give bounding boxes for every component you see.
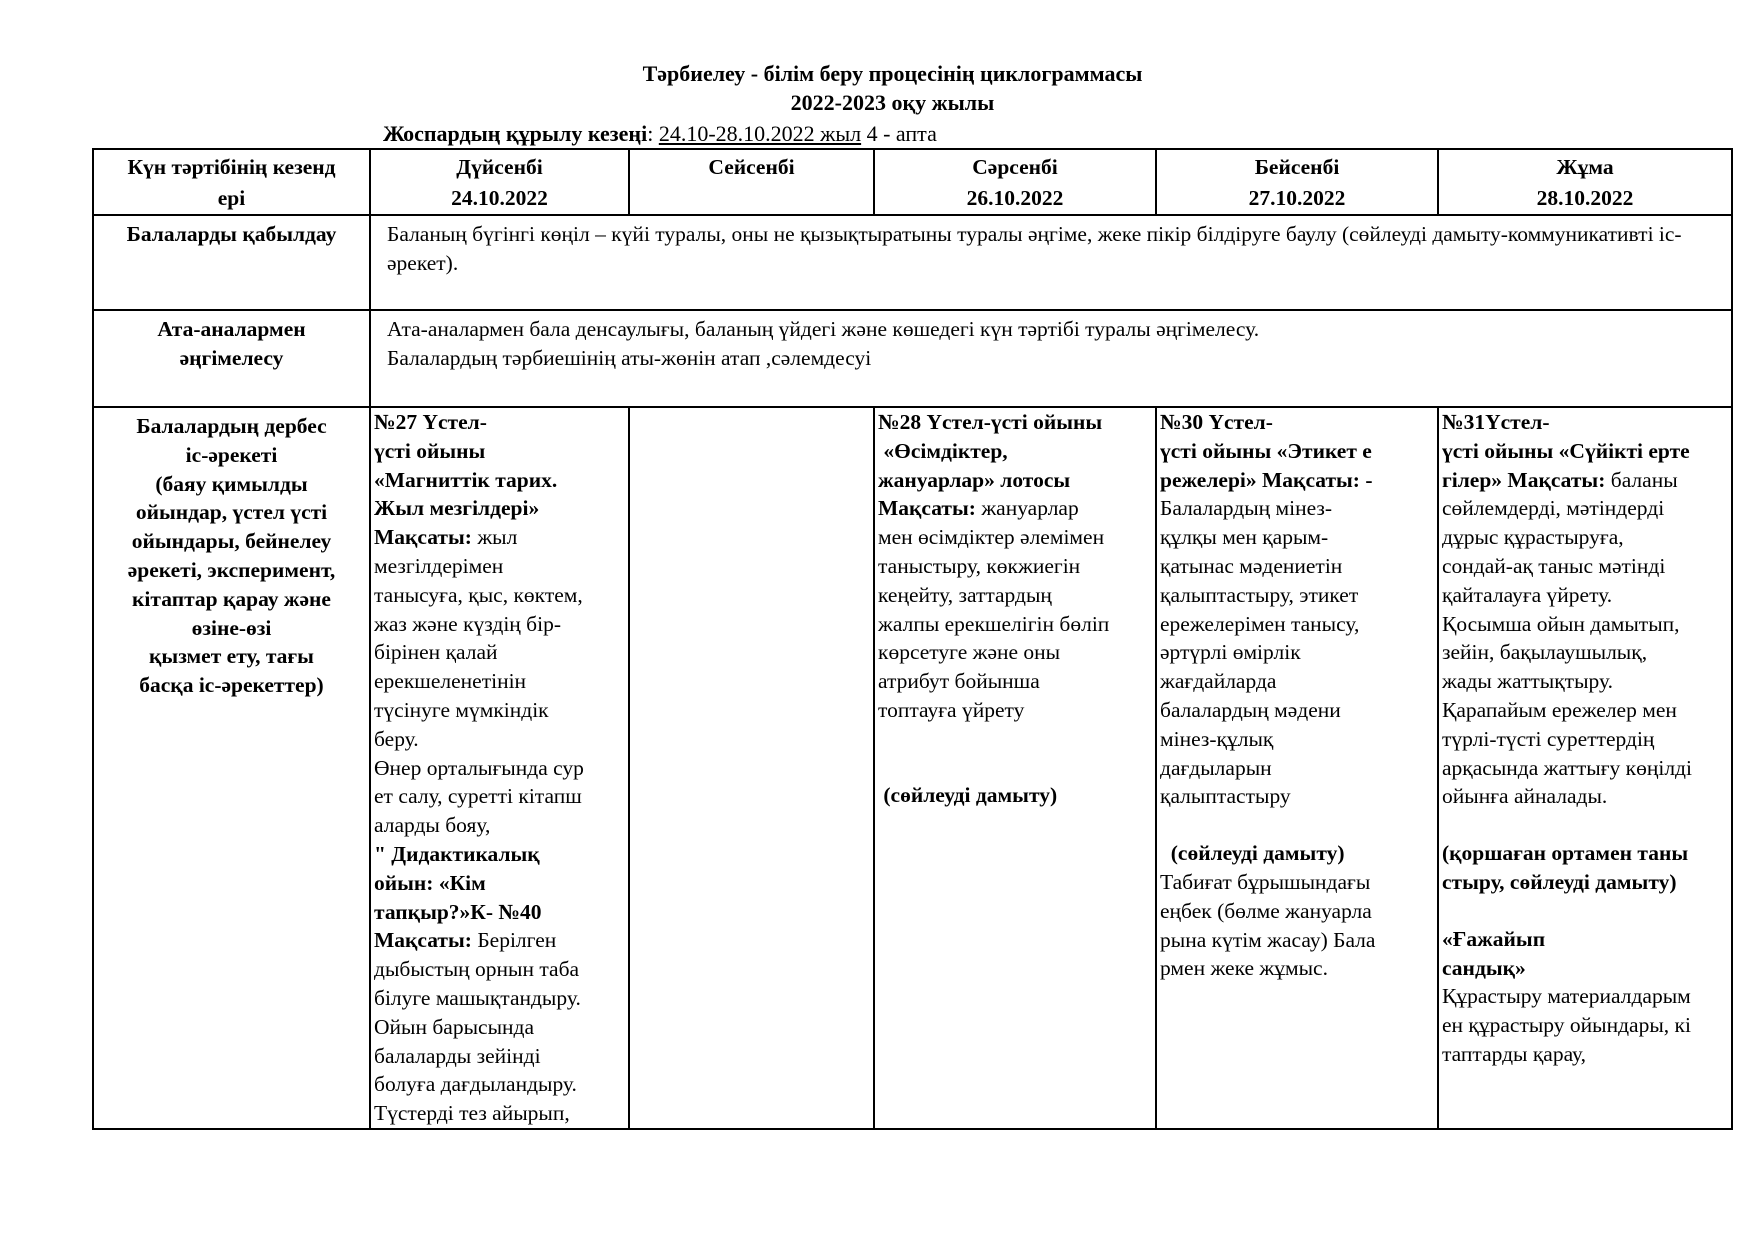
table-row-reception [93,215,1732,310]
text-line: жаз және күздің бір- [374,611,562,636]
text-line: танысуға, қыс, көктем, [374,582,583,607]
thursday-description [1160,494,1434,811]
title-line: жануарлар» лотосы [878,467,1071,492]
text-line: Табиғат бұрышындағы [1160,869,1371,894]
wednesday-goal: Мақсаты: жануарлар [878,496,1079,521]
period-week: 4 - апта [861,121,937,146]
monday-goal: Мақсаты: жыл [374,525,518,550]
title-line: үсті ойыны «Этикет е [1160,438,1372,463]
title-line: режелері» Мақсаты: - [1160,467,1373,492]
reception-text: Баланың бүгінгі көңіл – күйі туралы, оны не қызықтыратыны туралы әңгіме, жеке пікір білдіруге баулу (сөйлеуді дамыту-коммуникативті іс-әрекет). [370,215,1732,310]
activity-friday [1438,407,1732,1129]
text-line: қайталауға үйрету. [1442,582,1613,607]
text-line: түрлі-түсті суреттердің [1442,726,1655,751]
activity-thursday [1156,407,1438,1129]
title-line: үсті ойыны «Сүйікті ерте [1442,438,1690,463]
text-line: мен өсімдіктер әлемімен [878,525,1105,550]
stage-line: басқа іс-әрекеттер) [139,673,324,698]
title-line: «Өсімдіктер, [878,438,1008,463]
day-name: Сейсенбі [708,155,795,179]
text-line: жалпы ерекшелігін бөліп [878,611,1110,636]
text-line: Өнер орталығында сур [374,755,584,780]
text-line: жағдайларда [1160,669,1277,694]
text-line: қалыптастыру, этикет [1160,582,1359,607]
text-line: балалардың мәдени [1160,697,1341,722]
day-date: 27.10.2022 [1248,186,1346,210]
text-line: дыбыстың орнын таба [374,957,580,982]
text-line: еңбек (бөлме жануарла [1160,898,1372,923]
text-line: сондай-ақ таныс мәтінді [1442,553,1666,578]
day-name: Сәрсенбі [972,155,1058,179]
text-line: білуге машықтандыру. [374,985,581,1010]
friday-game-name [1442,925,1728,983]
text-line: рына күтім жасау) Бала [1160,927,1376,952]
friday-area [1442,839,1728,897]
monday-didactic-game [374,840,625,926]
title-line: ойын: «Кім [374,870,486,895]
day-name: Дүйсенбі [456,155,543,179]
area-line: стыру, сөйлеуді дамыту) [1442,869,1677,894]
title-line: сандық» [1442,955,1526,980]
title-line: гілер» Мақсаты: баланы [1442,467,1678,492]
text-line: балаларды зейінді [374,1043,541,1068]
text-line: таныстыру, көкжиегін [878,553,1081,578]
friday-description-2 [1442,982,1728,1068]
cyclogram-table [92,148,1733,1130]
stage-activity [93,407,370,1129]
text-line: зейін, бақылаушылық, [1442,640,1648,665]
wednesday-area: (сөйлеуді дамыту) [878,782,1058,807]
plan-period [383,120,937,148]
day-name: Жұма [1556,155,1614,179]
title-line: үсті ойыны [374,438,486,463]
activity-monday [370,407,629,1129]
text-line: атрибут бойынша [878,669,1040,694]
table-row-parents [93,310,1732,407]
text-line: арқасында жаттығу көңілді [1442,755,1692,780]
table-row-activity [93,407,1732,1129]
monday-description-2 [374,955,625,1128]
text-line: жады жаттықтыру. [1442,669,1613,694]
stage-line: кітаптар қарау және [132,586,331,611]
text-line: ен құрастыру ойындары, кі [1442,1013,1691,1038]
text-line: мінез-құлық [1160,726,1274,751]
text-line: бірінен қалай [374,640,498,665]
title-line: «Ғажайып [1442,926,1546,951]
stage-line: қызмет ету, тағы [149,644,314,669]
title-line: Жыл мезгілдері» [374,496,540,521]
friday-game-title [1442,408,1728,494]
text-line: ет салу, суретті кітапш [374,784,582,809]
title-line: №27 Үстел- [374,410,487,434]
stage-line: ойындары, бейнелеу [131,529,332,554]
text-line: Қосымша ойын дамытып, [1442,611,1680,636]
text-line: ерекшеленетінін [374,669,527,694]
table-header-row [93,149,1732,215]
text-line: Балалардың мінез- [1160,496,1333,521]
thursday-game-title [1160,408,1434,494]
text-line: құлқы мен қарым- [1160,525,1329,550]
text-line: аларды бояу, [374,813,491,838]
day-date: 24.10.2022 [451,186,548,210]
stage-reception: Балаларды қабылдау [93,215,370,310]
friday-description [1442,494,1728,811]
text-line: мезгілдерімен [374,553,504,578]
title-line: №28 Үстел-үсті ойыны [878,410,1103,434]
monday-game-title [374,408,625,523]
text-line: сөйлемдерді, мәтіндерді [1442,496,1665,521]
stage-line: өзіне-өзі [191,615,272,640]
wednesday-game-title [878,408,1152,494]
stage-parents: Ата-аналармен әңгімелесу [93,310,370,407]
title-line: №30 Үстел- [1160,410,1273,434]
text-line: Түстерді тез айырып, [374,1101,570,1126]
text-line: ойынға айналады. [1442,784,1608,809]
title-line: №31Үстел- [1442,410,1550,434]
text-line: таптарды қарау, [1442,1041,1587,1066]
academic-year: 2022-2023 оқу жылы [790,90,995,115]
stage-line: (баяу қимылды [155,471,308,496]
text-line: Құрастыру материалдарым [1442,984,1691,1009]
day-header-wednesday [874,149,1156,215]
wednesday-description [878,523,1152,725]
period-separator: : [647,121,659,146]
day-header-tuesday [629,149,874,215]
document-title: Тәрбиелеу - білім беру процесінің циклограммасы [642,61,1143,86]
text-line: рмен жеке жұмыс. [1160,956,1328,981]
text-line: топтауға үйрету [878,697,1025,722]
text-line: Қарапайым ережелер мен [1442,697,1677,722]
text-line: әртүрлі өмірлік [1160,640,1301,665]
thursday-description-2 [1160,868,1434,983]
text-line: беру. [374,726,419,751]
text-line: ережелерімен танысу, [1160,611,1360,636]
stage-line: ойындар, үстел үсті [135,500,328,525]
text-line: түсінуге мүмкіндік [374,697,549,722]
text-line: болуға дағдыландыру. [374,1072,577,1097]
activity-tuesday [629,407,874,1129]
day-date: 26.10.2022 [966,186,1064,210]
area-line: (қоршаған ортамен таны [1442,841,1689,866]
thursday-area: (сөйлеуді дамыту) [1160,841,1345,866]
text-line: дағдыларын [1160,755,1272,780]
day-name: Бейсенбі [1254,155,1340,179]
text-line: дұрыс құрастыруға, [1442,525,1624,550]
text-line: кеңейту, заттардың [878,582,1052,607]
period-label: Жоспардың құрылу кезеңі [383,121,648,146]
activity-wednesday [874,407,1156,1129]
day-date: 28.10.2022 [1536,186,1634,210]
text-line: Ойын барысында [374,1014,535,1039]
period-dates: 24.10-28.10.2022 жыл [658,121,862,146]
title-line: " Дидактикалық [374,841,540,866]
title-line-tail: баланы [1605,467,1678,492]
day-header-monday [370,149,629,215]
stage-line: Балалардың дербес [136,414,327,438]
stage-line: әрекеті, эксперимент, [127,557,336,582]
text-line: қатынас мәдениетін [1160,553,1343,578]
monday-description [374,552,625,840]
parents-text: Ата-аналармен бала денсаулығы, баланың үйдегі және көшедегі күн тәртібі туралы әңгімелесу. Балалардың тәрбиешінің аты-жөнін атап ,сәлемдесуі [370,310,1732,407]
day-header-friday [1438,149,1732,215]
text-line: қалыптастыру [1160,784,1291,809]
monday-goal-2: Мақсаты: Берілген [374,928,557,953]
stage-column-header: Күн тәртібінің кезенд ері [93,149,370,215]
title-line: тапқыр?»К- №40 [374,899,542,924]
title-line: «Магниттік тарих. [374,467,558,492]
stage-line: іс-әрекеті [185,442,278,467]
day-header-thursday [1156,149,1438,215]
text-line: көрсетуге және оны [878,640,1061,665]
